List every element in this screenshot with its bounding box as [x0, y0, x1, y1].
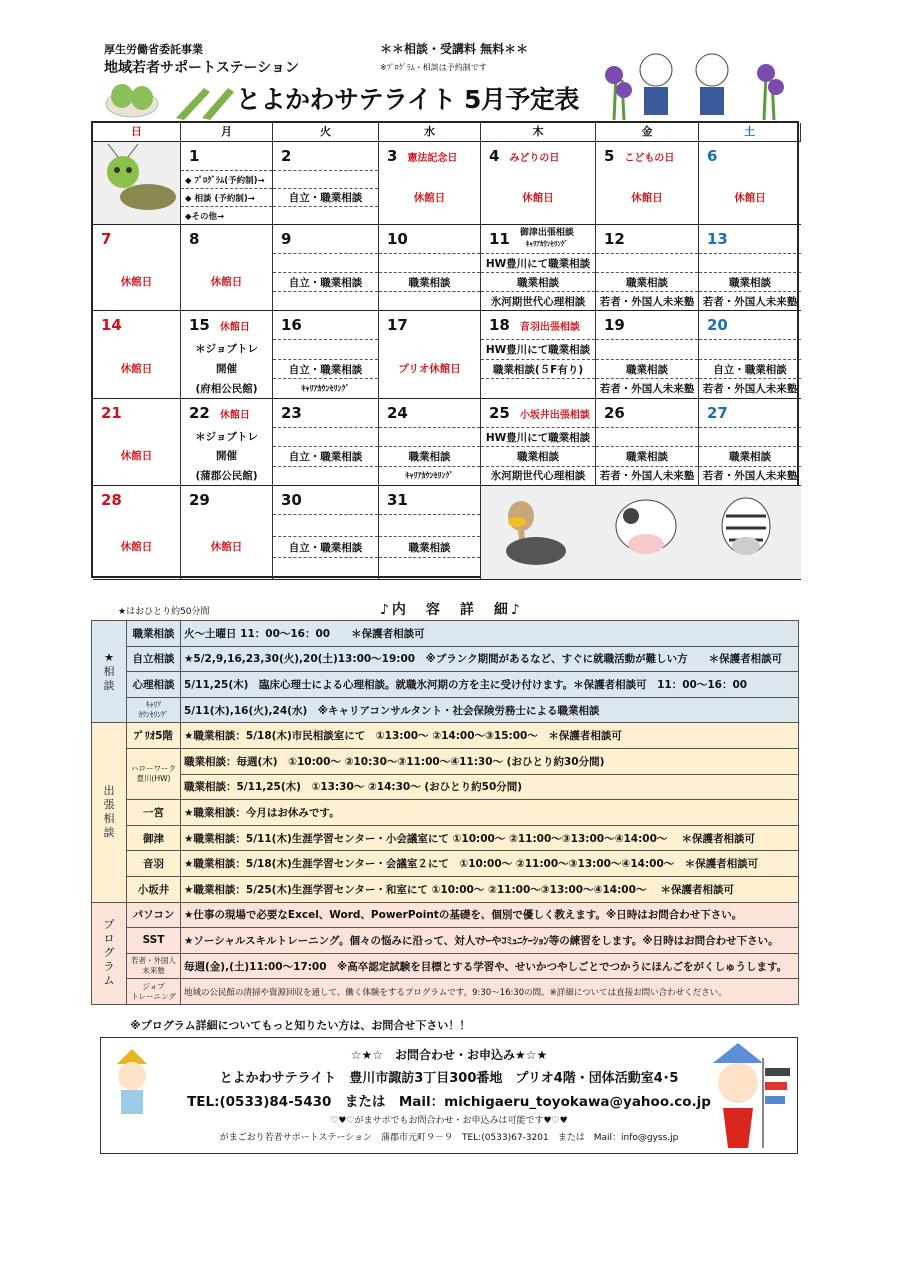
calendar-day[interactable] — [93, 225, 181, 311]
free-notice: ＊＊相談・受講料 無料＊＊ — [380, 42, 529, 56]
schedule-slot — [273, 253, 378, 272]
calendar-day[interactable] — [93, 399, 181, 486]
day-header — [93, 311, 180, 339]
day-note: 小坂井出張相談 — [519, 409, 590, 421]
day-number: 20 — [707, 316, 728, 334]
schedule-slot — [273, 557, 378, 579]
row-content: 地域の公民館の清掃や資源回収を通して、働く体験をするプログラムです。9:30～16:30の間。※詳細については直接お問い合わせください。 — [181, 979, 799, 1005]
day-header — [379, 399, 480, 427]
day-number: 6 — [707, 147, 718, 165]
day-number: 24 — [387, 404, 408, 422]
schedule-slot — [273, 339, 378, 359]
closed-label: 休館日 — [734, 191, 766, 204]
day-number: 7 — [101, 230, 112, 248]
spacer — [93, 339, 180, 359]
calendar-day[interactable] — [181, 399, 273, 486]
group-label: 出 張 相 談 — [92, 723, 127, 902]
spacer — [699, 206, 801, 224]
schedule-slot: ＊ジョブトレ — [195, 431, 258, 444]
day-header — [93, 486, 180, 514]
schedule-slot: 若者・外国人未来塾 — [596, 291, 698, 310]
day-number: 18 — [489, 316, 510, 334]
day-number: 22 — [189, 404, 210, 422]
iris-and-mascots-illustration — [594, 45, 794, 120]
spacer — [379, 206, 480, 224]
contact-heading: ☆★☆ お問合わせ・お申込み★☆★ — [350, 1048, 548, 1062]
spacer — [379, 339, 480, 359]
closed-label: 休館日 — [631, 191, 663, 204]
grasshopper-illustration — [93, 142, 181, 225]
day-number: 12 — [604, 230, 625, 248]
day-number: 4 — [489, 147, 500, 165]
details-row — [92, 748, 799, 774]
day-number: 25 — [489, 404, 510, 422]
schedule-slot: 自立・職業相談 — [273, 446, 378, 465]
day-header — [596, 311, 698, 339]
row-content: ★職業相談：今月はお休みです。 — [181, 800, 799, 826]
row-content: ★職業相談：5/18(木)市民相談室にて ①13:00～ ②14:00～③15:00～ ＊保護者相談可 — [181, 723, 799, 749]
details-row — [92, 953, 799, 979]
row-label: ハローワーク 豊川(HW) — [127, 748, 181, 799]
day-number: 16 — [281, 316, 302, 334]
day-number: 29 — [189, 491, 210, 509]
day-note-line: 御津出張相談 — [519, 228, 574, 238]
schedule-slot: 職業相談 — [481, 272, 595, 291]
schedule-slot: 自立・職業相談 — [273, 272, 378, 291]
spacer — [93, 557, 180, 579]
row-label: 音羽 — [127, 851, 181, 877]
day-header — [273, 225, 378, 253]
row-content: 毎週(金),(土)11:00～17:00 ※高卒認定試験を目標とする学習や、せいかつやしごとでつかうにほんごをがくしゅうします。 — [181, 953, 799, 979]
schedule-slot: 自立・職業相談 — [273, 536, 378, 558]
closed-label: 休館日 — [413, 191, 446, 204]
schedule-slot — [596, 339, 698, 359]
row-content: 職業相談：5/11,25(木) ①13:30～ ②14:30～ (おひとり約50分間) — [181, 774, 799, 800]
spacer — [93, 378, 180, 398]
details-row — [92, 774, 799, 800]
spacer — [93, 291, 180, 310]
schedule-slot: 開催 — [216, 363, 237, 375]
day-number: 10 — [387, 230, 408, 248]
details-row — [92, 825, 799, 851]
calendar-day[interactable] — [273, 399, 379, 486]
details-row — [92, 646, 799, 672]
contact-address: とよかわサテライト 豊川市諏訪3丁目300番地 プリオ4階・団体活動室4･5 — [219, 1071, 679, 1086]
calendar-day[interactable] — [273, 311, 379, 399]
org-line-1: 厚生労働省委託事業 — [104, 43, 203, 56]
weekday-header: 金 — [596, 123, 699, 142]
spacer — [481, 170, 595, 188]
day-header — [699, 399, 801, 427]
spacer — [93, 514, 180, 536]
closed-label: 休館日 — [120, 450, 153, 463]
gamagori-contact: がまごおり若者サポートステーション 蒲郡市元町９－９ TEL:(0533)67-3201 または Mail：info@gyss.jp — [219, 1133, 679, 1143]
day-number: 14 — [101, 316, 122, 334]
samurai-child-illustration — [107, 1044, 157, 1119]
spacer — [181, 291, 272, 310]
day-header — [273, 142, 378, 170]
row-label: ジョブ トレーニング — [127, 979, 181, 1005]
day-header — [379, 311, 480, 339]
contact-phone-mail: TEL:(0533)84-5430 または Mail：michigaeru_toyokawa@yahoo.co.jp — [187, 1094, 711, 1110]
schedule-slot: 自立・職業相談 — [699, 359, 801, 379]
details-row — [92, 979, 799, 1005]
spacer — [481, 206, 595, 224]
schedule-slot: 若者・外国人未来塾 — [596, 466, 698, 485]
schedule-slot: ｷｬﾘｱｶｳﾝｾﾘﾝｸﾞ — [379, 466, 480, 485]
org-line-2: 地域若者サポートステーション — [104, 60, 300, 76]
animals-illustration — [481, 486, 801, 580]
schedule-slot: 職業相談 — [596, 446, 698, 465]
row-content: ★5/2,9,16,23,30(火),20(土)13:00～19:00 ※ブランク期間があるなど、すぐに就職活動が難しい方 ＊保護者相談可 — [181, 646, 799, 672]
spacer — [93, 253, 180, 272]
calendar-day[interactable] — [379, 486, 481, 580]
day-number: 5 — [604, 147, 615, 165]
schedule-slot: 職業相談(５F有り) — [481, 359, 595, 379]
day-number: 13 — [707, 230, 728, 248]
schedule-slot — [273, 291, 378, 310]
row-label: 心理相談 — [127, 672, 181, 698]
spacer — [181, 514, 272, 536]
row-label: ｷｬﾘｱ ｶｳﾝｾﾘﾝｸﾞ — [127, 697, 181, 723]
day-number: 9 — [281, 230, 292, 248]
schedule-slot: 職業相談 — [596, 272, 698, 291]
schedule-slot: ◆その他→ — [181, 206, 272, 224]
schedule-slot — [273, 466, 378, 485]
schedule-slot — [596, 253, 698, 272]
day-header — [379, 225, 480, 253]
row-label: ﾌﾟﾘｵ5階 — [127, 723, 181, 749]
schedule-slot: 自立・職業相談 — [273, 188, 378, 206]
gamasapo-note: ♡♥♡がまサポでもお問合わせ・お申込みは可能です♥♡♥ — [330, 1116, 568, 1126]
day-number: 21 — [101, 404, 122, 422]
spacer — [181, 253, 272, 272]
details-row — [92, 902, 799, 928]
row-content: ★仕事の現場で必要なExcel、Word、PowerPointの基礎を、個別で優しく教えます。※日時はお問合わせ下さい。 — [181, 902, 799, 928]
schedule-slot: (蒲郡公民館) — [195, 469, 258, 482]
day-header — [596, 225, 698, 253]
details-row — [92, 697, 799, 723]
row-content: 職業相談：毎週(木) ①10:00～ ②10:30～③11:00～④11:30～ (おひとり約30分間) — [181, 748, 799, 774]
day-header — [273, 311, 378, 339]
schedule-slot: 職業相談 — [699, 272, 801, 291]
row-label: 職業相談 — [127, 621, 181, 647]
day-header — [699, 311, 801, 339]
day-number: 1 — [189, 147, 200, 165]
schedule-slot: 若者・外国人未来塾 — [596, 378, 698, 398]
calendar-day[interactable] — [596, 311, 699, 399]
row-label: 一宮 — [127, 800, 181, 826]
day-header — [481, 225, 595, 253]
spacer — [379, 170, 480, 188]
group-label: ★ 相 談 — [92, 621, 127, 723]
day-header — [93, 399, 180, 427]
day-note: 休館日 — [219, 409, 250, 421]
schedule-slot: 職業相談 — [379, 446, 480, 465]
row-label: SST — [127, 928, 181, 954]
calendar-day[interactable] — [181, 225, 273, 311]
details-row — [92, 928, 799, 954]
day-number: 27 — [707, 404, 728, 422]
schedule-slot: HW豊川にて職業相談 — [481, 427, 595, 446]
day-number: 19 — [604, 316, 625, 334]
calendar-day[interactable] — [481, 142, 596, 225]
weekday-header: 月 — [181, 123, 273, 142]
day-header — [596, 399, 698, 427]
schedule-slot: 氷河期世代心理相談 — [481, 291, 595, 310]
details-heading: ♪内 容 詳 細♪ — [380, 602, 523, 618]
schedule-slot: 若者・外国人未来塾 — [699, 291, 801, 310]
day-number: 23 — [281, 404, 302, 422]
day-note: 休館日 — [219, 321, 250, 333]
spacer — [181, 557, 272, 579]
weekday-header: 木 — [481, 123, 596, 142]
closed-label: 休館日 — [120, 541, 153, 553]
calendar-day[interactable] — [379, 399, 481, 486]
closed-label: 休館日 — [120, 276, 153, 288]
details-row — [92, 672, 799, 698]
schedule-slot — [379, 514, 480, 536]
row-content: ★職業相談：5/11(木)生涯学習センター・小会議室にて ①10:00～ ②11:00～③13:00～④14:00～ ＊保護者相談可 — [181, 825, 799, 851]
schedule-slot: 職業相談 — [699, 446, 801, 465]
details-row — [92, 723, 799, 749]
row-content: ★職業相談：5/18(木)生涯学習センター・会議室２にて ①10:00～ ②11:00～③13:00～④14:00～ ＊保護者相談可 — [181, 851, 799, 877]
day-header — [699, 142, 801, 170]
schedule-slot: ◆ 相談 (予約制)→ — [181, 188, 272, 206]
schedule-slot — [379, 291, 480, 310]
day-header — [481, 142, 595, 170]
calendar-day[interactable] — [93, 486, 181, 580]
koinobori-boy-illustration — [703, 1038, 793, 1153]
schedule-slot: ｷｬﾘｱｶｳﾝｾﾘﾝｸﾞ — [273, 378, 378, 398]
row-label: 小坂井 — [127, 876, 181, 902]
day-header — [379, 486, 480, 514]
day-header — [181, 225, 272, 253]
day-note-line: ｷｬﾘｱｶｳﾝｾﾘﾝｸﾞ — [525, 240, 568, 248]
day-number: 15 — [189, 316, 210, 334]
row-label: パソコン — [127, 902, 181, 928]
schedule-slot: 自立・職業相談 — [273, 359, 378, 379]
schedule-slot — [273, 514, 378, 536]
group-label: プ ロ グ ラ ム — [92, 902, 127, 1004]
weekday-header: 日 — [93, 123, 181, 142]
spacer — [699, 170, 801, 188]
day-number: 31 — [387, 491, 408, 509]
weekday-header: 土 — [699, 123, 801, 142]
schedule-slot — [273, 427, 378, 446]
details-row — [92, 800, 799, 826]
day-header — [273, 486, 378, 514]
row-content: ★職業相談：5/25(木)生涯学習センター・和室にて ①10:00～ ②11:00～③13:00～④14:00～ ＊保護者相談可 — [181, 876, 799, 902]
calendar-day[interactable] — [273, 486, 379, 580]
row-label: 御津 — [127, 825, 181, 851]
day-number: 17 — [387, 316, 408, 334]
schedule-slot — [379, 557, 480, 579]
kashiwamochi-chimaki-illustration — [104, 78, 234, 120]
weekday-header: 火 — [273, 123, 379, 142]
schedule-slot: 職業相談 — [596, 359, 698, 379]
details-row — [92, 851, 799, 877]
day-number: 8 — [189, 230, 200, 248]
row-content: ★ソーシャルスキルトレーニング。個々の悩みに沿って、対人ﾏﾅｰやｺﾐｭﾆｹｰｼｮﾝ等の練習をします。※日時はお問合わせ下さい。 — [181, 928, 799, 954]
calendar-day[interactable] — [379, 225, 481, 311]
day-number: 11 — [489, 230, 510, 248]
row-label: 若者・外国人 未来塾 — [127, 953, 181, 979]
details-row — [92, 876, 799, 902]
calendar-day[interactable] — [181, 486, 273, 580]
schedule-slot — [699, 253, 801, 272]
day-header — [481, 311, 595, 339]
day-header — [481, 399, 595, 427]
calendar-day[interactable] — [596, 399, 699, 486]
day-number: 3 — [387, 147, 398, 165]
closed-label: 休館日 — [522, 191, 554, 204]
reservation-notice: ※ﾌﾟﾛｸﾞﾗﾑ・相談は予約制です — [380, 63, 487, 72]
day-header — [596, 142, 698, 170]
day-number: 2 — [281, 147, 292, 165]
calendar-day[interactable] — [181, 142, 273, 225]
schedule-slot — [273, 170, 378, 188]
schedule-slot — [699, 427, 801, 446]
calendar-day[interactable] — [379, 311, 481, 399]
spacer — [93, 427, 180, 446]
schedule-slot: HW豊川にて職業相談 — [481, 253, 595, 272]
details-table — [91, 620, 799, 1005]
schedule-slot: 職業相談 — [379, 536, 480, 558]
calendar-day[interactable] — [699, 399, 801, 486]
schedule-slot — [379, 253, 480, 272]
day-number: 30 — [281, 491, 302, 509]
schedule-slot: 開催 — [216, 450, 237, 463]
day-header — [181, 142, 272, 170]
calendar-day[interactable] — [699, 225, 801, 311]
spacer — [596, 206, 698, 224]
schedule-slot: ＊ジョブトレ — [195, 343, 258, 356]
row-content: 5/11,25(木) 臨床心理士による心理相談。就職氷河期の方を主に受け付けます。＊保護者相談可 11：00～16：00 — [181, 672, 799, 698]
calendar-day[interactable] — [273, 225, 379, 311]
day-header — [181, 486, 272, 514]
closed-label: 休館日 — [120, 363, 153, 375]
calendar-day[interactable] — [699, 142, 801, 225]
calendar-day[interactable] — [181, 311, 273, 399]
day-note: みどりの日 — [509, 152, 560, 164]
calendar-day[interactable] — [481, 399, 596, 486]
schedule-slot: HW豊川にて職業相談 — [481, 339, 595, 359]
schedule-slot: ◆ ﾌﾟﾛｸﾞﾗﾑ(予約制)→ — [181, 170, 272, 188]
schedule-slot — [596, 427, 698, 446]
schedule-slot: 氷河期世代心理相談 — [481, 466, 595, 485]
program-inquiry-note: ※プログラム詳細についてもっと知りたい方は、お問合せ下さい！！ — [130, 1019, 471, 1032]
calendar-day[interactable] — [273, 142, 379, 225]
duration-note: ★はおひとり約50分間 — [118, 607, 210, 617]
day-header — [699, 225, 801, 253]
schedule-slot: 若者・外国人未来塾 — [699, 378, 801, 398]
details-row — [92, 621, 799, 647]
day-note: 憲法記念日 — [407, 152, 458, 164]
day-note: 音羽出張相談 — [519, 321, 580, 333]
calendar-day[interactable] — [481, 311, 596, 399]
schedule-slot — [379, 427, 480, 446]
closed-label: プリオ休館日 — [398, 363, 461, 375]
weekday-header: 水 — [379, 123, 481, 142]
day-header — [181, 399, 272, 427]
day-number: 28 — [101, 491, 122, 509]
schedule-slot: 職業相談 — [481, 446, 595, 465]
day-note: こどもの日 — [624, 152, 675, 164]
day-header — [181, 311, 272, 339]
page-title: とよかわサテライト 5月予定表 — [236, 85, 579, 114]
day-header — [273, 399, 378, 427]
row-content: 5/11(木),16(火),24(水) ※キャリアコンサルタント・社会保険労務士による職業相談 — [181, 697, 799, 723]
spacer — [596, 170, 698, 188]
spacer — [379, 378, 480, 398]
spacer — [93, 466, 180, 485]
calendar-day[interactable] — [699, 311, 801, 399]
schedule-slot: (府相公民館) — [195, 382, 258, 395]
contact-box — [100, 1037, 798, 1154]
day-header — [379, 142, 480, 170]
schedule-slot: 職業相談 — [379, 272, 480, 291]
day-note — [520, 228, 574, 250]
calendar-day[interactable] — [596, 225, 699, 311]
row-label: 自立相談 — [127, 646, 181, 672]
closed-label: 休館日 — [210, 541, 243, 553]
calendar-day[interactable] — [93, 311, 181, 399]
row-content: 火～土曜日 11：00～16：00 ＊保護者相談可 — [181, 621, 799, 647]
calendar — [91, 121, 799, 578]
day-header — [93, 225, 180, 253]
day-number: 26 — [604, 404, 625, 422]
schedule-slot: 若者・外国人未来塾 — [699, 466, 801, 485]
schedule-slot — [273, 206, 378, 224]
schedule-slot — [481, 378, 595, 398]
calendar-day[interactable] — [596, 142, 699, 225]
calendar-day[interactable] — [481, 225, 596, 311]
calendar-day[interactable] — [379, 142, 481, 225]
closed-label: 休館日 — [210, 276, 243, 288]
schedule-slot — [699, 339, 801, 359]
